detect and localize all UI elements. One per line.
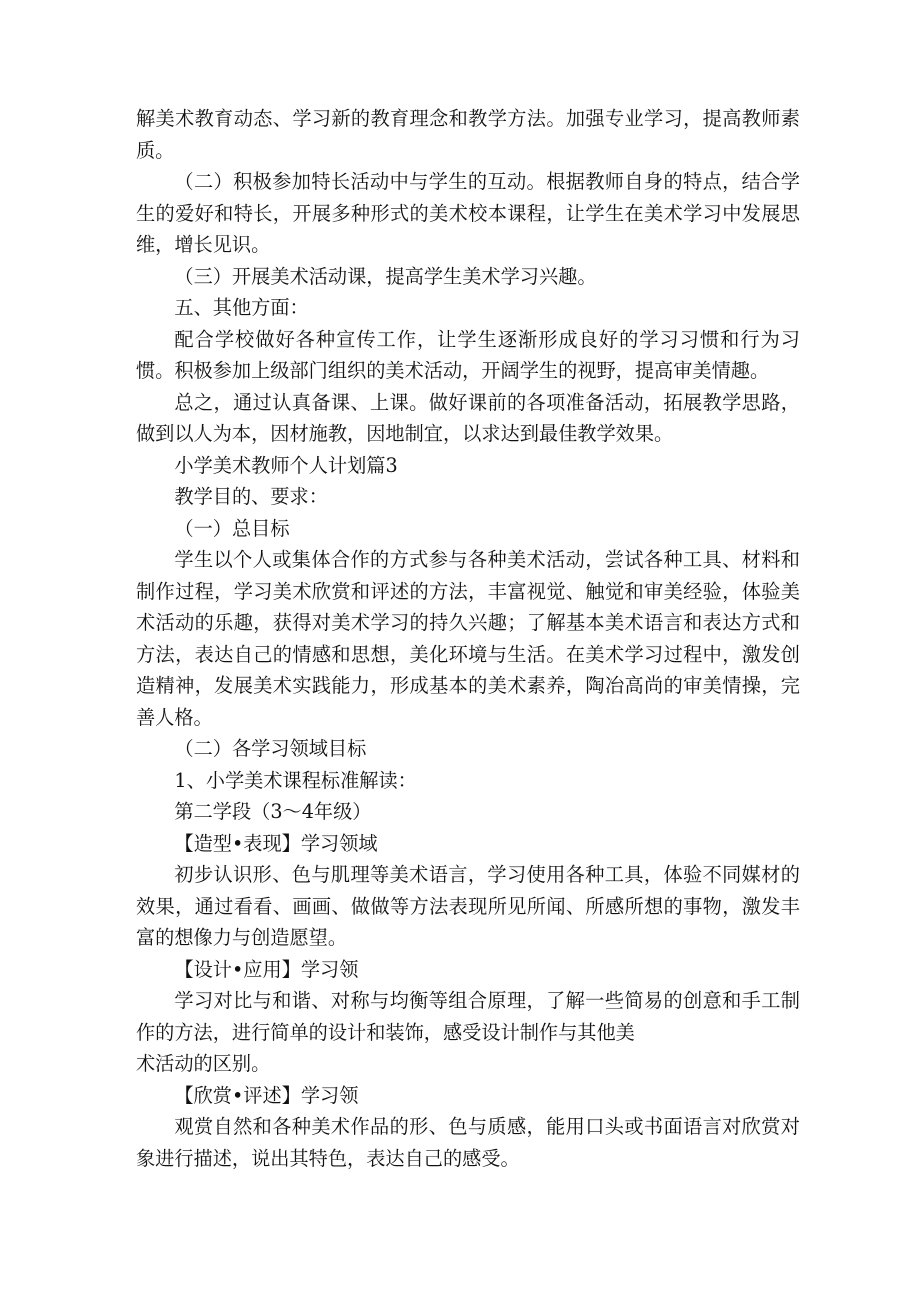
paragraph-appreciation-review: 观赏自然和各种美术作品的形、色与质感，能用口头或书面语言对欣赏对象进行描述，说出其特色，表达自己的感受。: [136, 1115, 800, 1170]
article-title: 小学美术教师个人计划篇3: [174, 453, 398, 477]
paragraph-modeling-expression: 初步认识形、色与肌理等美术语言，学习使用各种工具，体验不同媒材的效果，通过看看、画画、做做等方法表现所见所闻、所感所想的事物，激发丰富的想像力与创造愿望。: [136, 863, 800, 949]
heading-overall-goal: （一）总目标: [174, 516, 290, 540]
paragraph-item-3: （三）开展美术活动课，提高学生美术学习兴趣。: [174, 264, 597, 288]
heading-teaching-goals: 教学目的、要求：: [174, 485, 328, 508]
section-heading-other: 五、其他方面：: [174, 296, 309, 319]
paragraph-promotion: 配合学校做好各种宣传工作，让学生逐渐形成良好的学习习惯和行为习惯。积极参加上级部门组织的美术活动，开阔学生的视野，提高审美情趣。: [136, 327, 800, 382]
heading-design-application: 【设计•应用】学习领: [174, 957, 359, 981]
paragraph-continuation: 解美术教育动态、学习新的教育理念和教学方法。加强专业学习，提高教师素质。: [136, 107, 800, 162]
heading-domain-goals: （二）各学习领域目标: [174, 737, 367, 760]
heading-appreciation-review: 【欣赏•评述】学习领: [174, 1083, 359, 1107]
paragraph-design-application-tail: 术活动的区别。: [136, 1052, 271, 1075]
paragraph-conclusion: 总之，通过认真备课、上课。做好课前的各项准备活动，拓展教学思路，做到以人为本，因材施教，因地制宜，以求达到最佳教学效果。: [136, 390, 800, 445]
heading-second-stage: 第二学段（3～4年级）: [174, 800, 372, 823]
paragraph-item-2: （二）积极参加特长活动中与学生的互动。根据教师自身的特点，结合学生的爱好和特长，开展多种形式的美术校本课程，让学生在美术学习中发展思维，增长见识。: [136, 170, 800, 256]
paragraph-overall-goal: 学生以个人或集体合作的方式参与各种美术活动，尝试各种工具、材料和制作过程，学习美术欣赏和评述的方法，丰富视觉、触觉和审美经验，体验美术活动的乐趣，获得对美术学习的持久兴趣；了解基本美术语言和表达方式和方法，表达自己的情感和思想，美化环境与生活。在美术学习过程中，激发创造精神，发展美术实践能力，形成基本的美术素养，陶冶高尚的审美情操，完善人格。: [136, 548, 800, 729]
document-page: [136, 103, 800, 1174]
paragraph-design-application: 学习对比与和谐、对称与均衡等组合原理，了解一些简易的创意和手工制作的方法，进行简单的设计和装饰，感受设计制作与其他美: [136, 989, 800, 1044]
heading-curriculum-standard: 1、小学美术课程标准解读：: [174, 768, 417, 792]
heading-modeling-expression: 【造型•表现】学习领域: [174, 831, 378, 855]
